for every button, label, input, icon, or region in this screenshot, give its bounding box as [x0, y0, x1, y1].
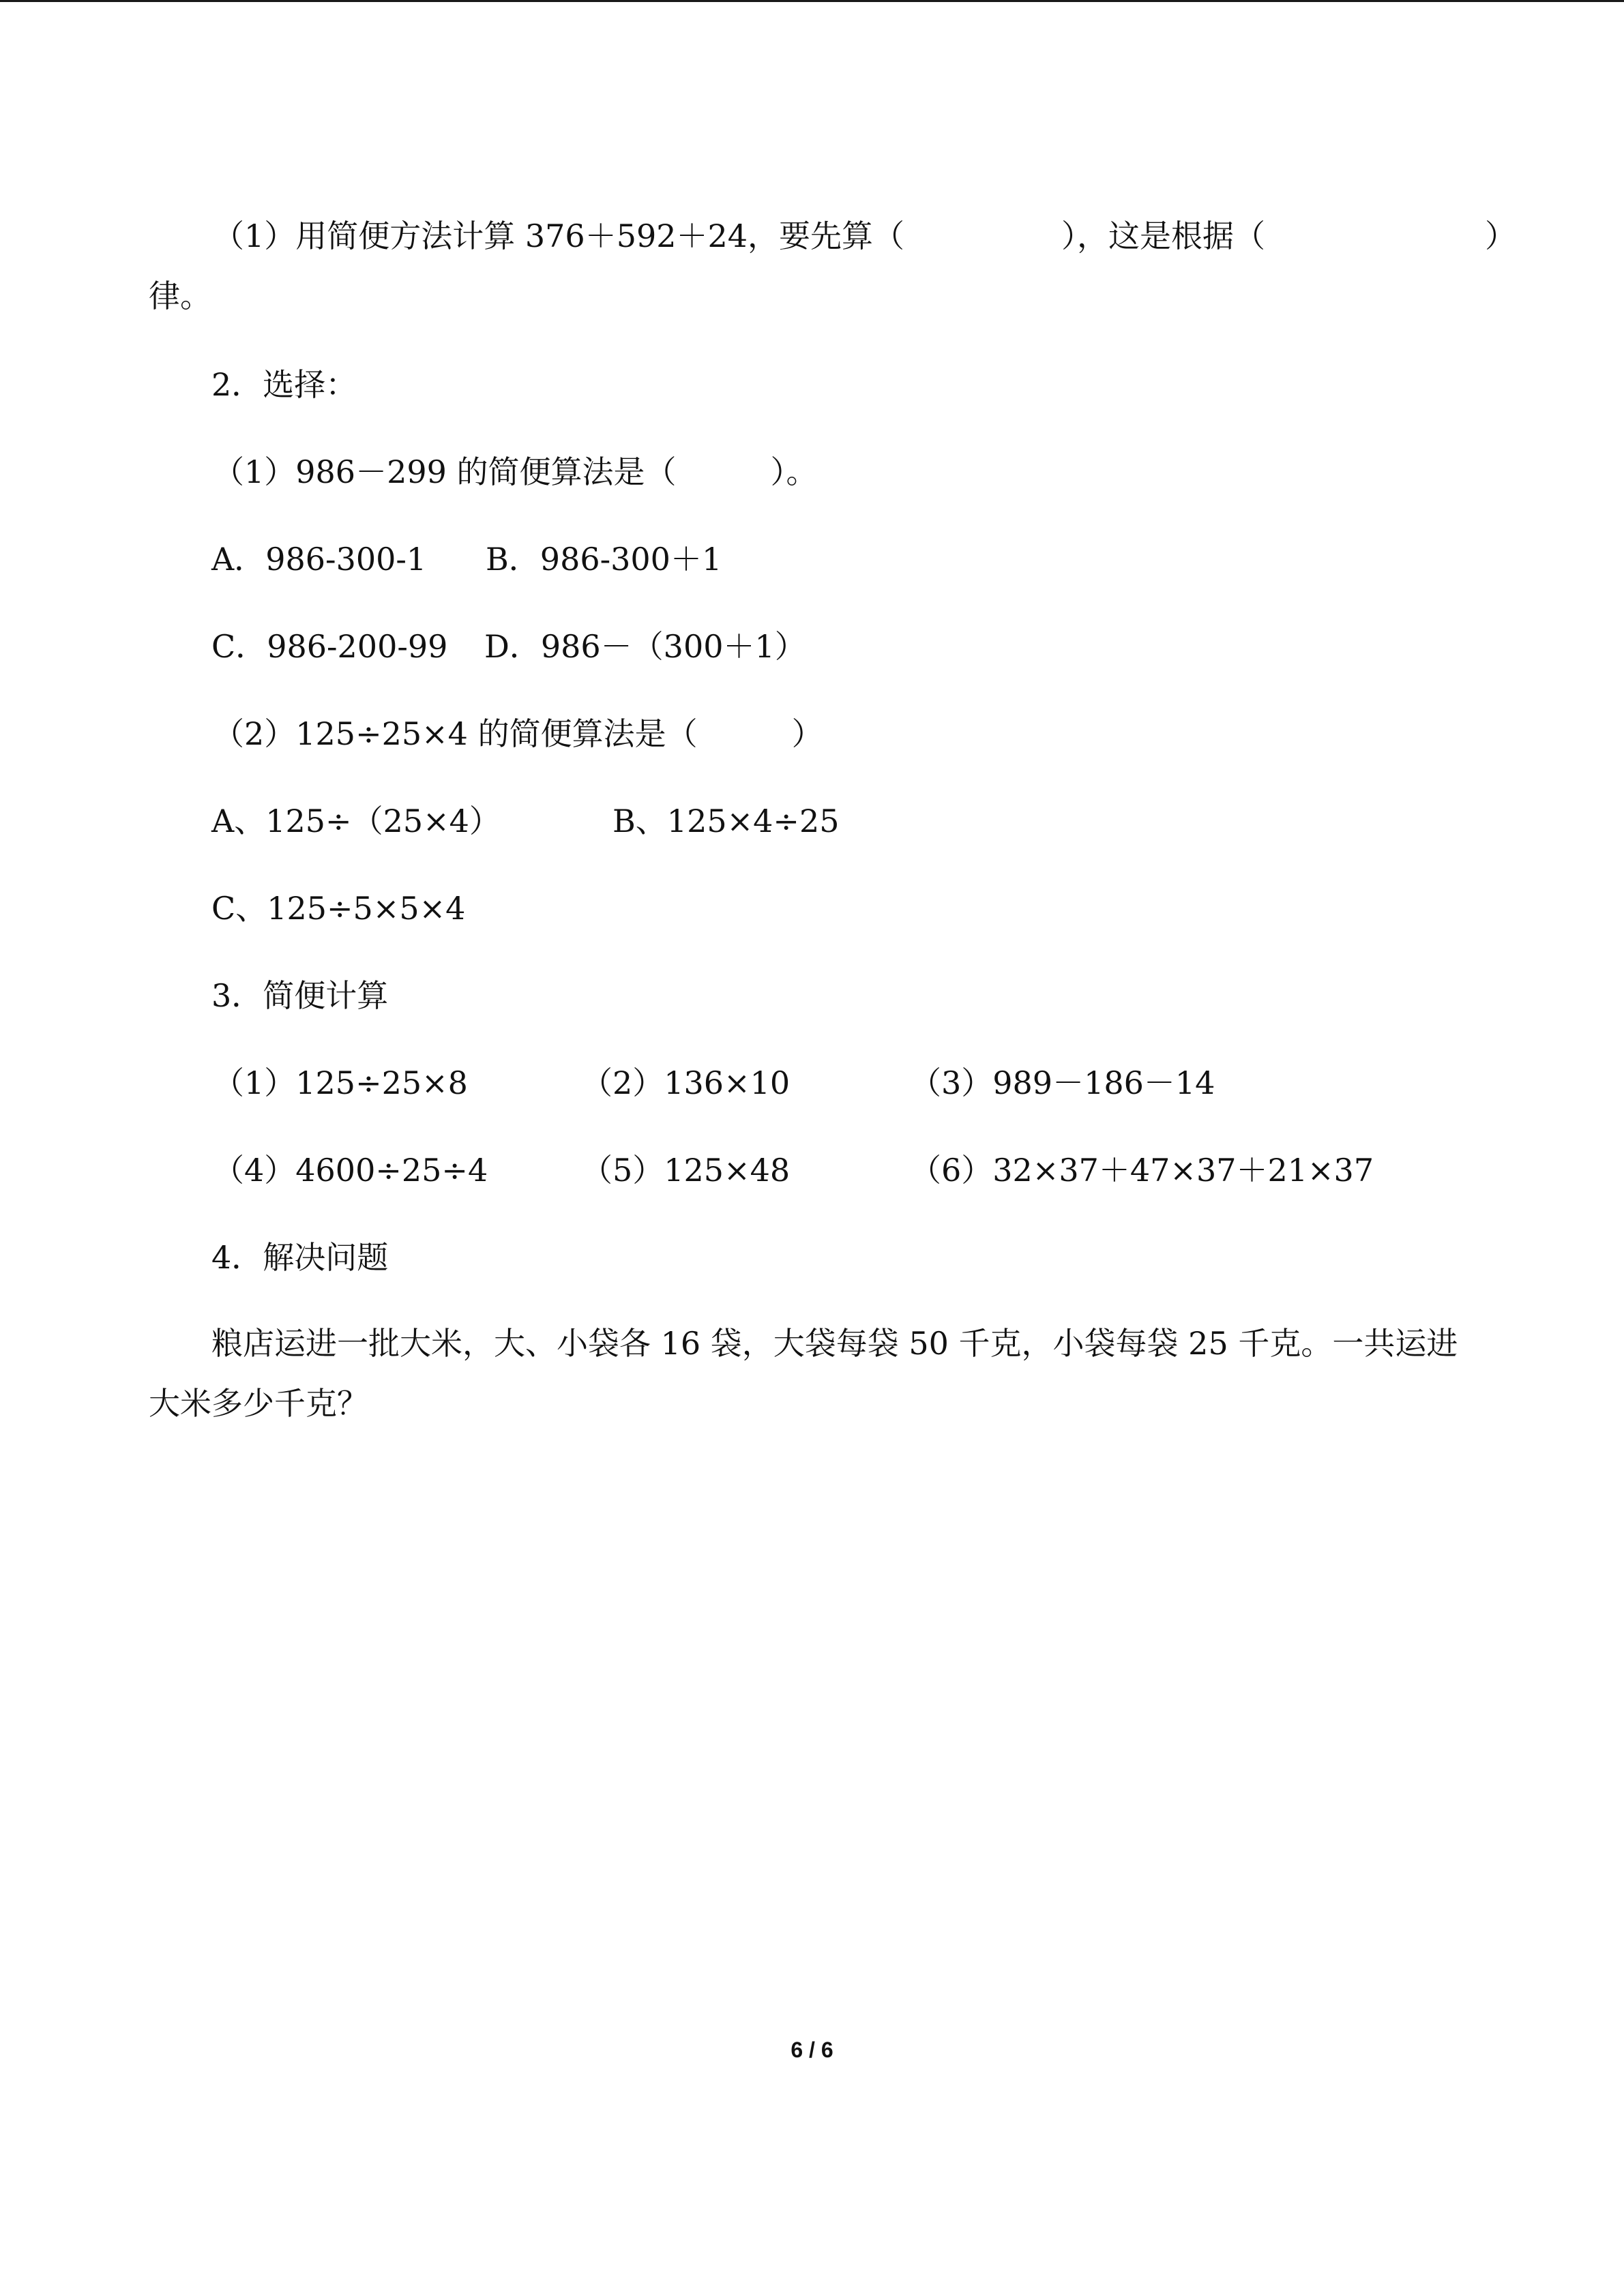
q3-item-6: （6）32×37＋47×37＋21×37: [910, 1152, 1374, 1189]
q2-sub2-option-c: C、125÷5×5×4: [211, 890, 466, 927]
q3-item-1: （1）125÷25×8: [213, 1064, 468, 1101]
q2-sub2-question: （2）125÷25×4 的简便算法是（ ）: [213, 715, 823, 752]
page-top-border: [0, 0, 1624, 2]
q1-item1-line1: （1）用简便方法计算 376＋592＋24，要先算（ ），这是根据（ ）: [213, 218, 1517, 254]
q2-sub2-option-a: A、125÷（25×4）: [211, 803, 501, 839]
q2-sub1-option-d: D．986－（300＋1）: [484, 628, 806, 665]
page-number: 6 / 6: [791, 2038, 833, 2062]
q3-item-2: （2）136×10: [581, 1064, 791, 1101]
q2-sub1-option-c: C．986-200-99: [211, 628, 448, 665]
q2-heading: 2．选择：: [211, 366, 357, 403]
q2-sub1-option-b: B．986-300＋1: [486, 541, 722, 578]
q4-problem-line1: 粮店运进一批大米，大、小袋各 16 袋，大袋每袋 50 千克，小袋每袋 25 千克。一共运进: [211, 1325, 1458, 1362]
q3-item-5: （5）125×48: [581, 1152, 791, 1189]
q4-heading: 4．解决问题: [211, 1239, 389, 1276]
q1-item1-line2: 律。: [149, 278, 211, 314]
q4-problem-line2: 大米多少千克？: [149, 1385, 368, 1422]
q3-item-3: （3）989－186－14: [910, 1064, 1215, 1101]
q3-heading: 3．简便计算: [211, 977, 389, 1014]
q2-sub1-question: （1）986－299 的简便算法是（ ）。: [213, 453, 818, 490]
q2-sub1-option-a: A．986-300-1: [211, 541, 427, 578]
q2-sub2-option-b: B、125×4÷25: [612, 803, 840, 839]
q3-item-4: （4）4600÷25÷4: [213, 1152, 488, 1189]
